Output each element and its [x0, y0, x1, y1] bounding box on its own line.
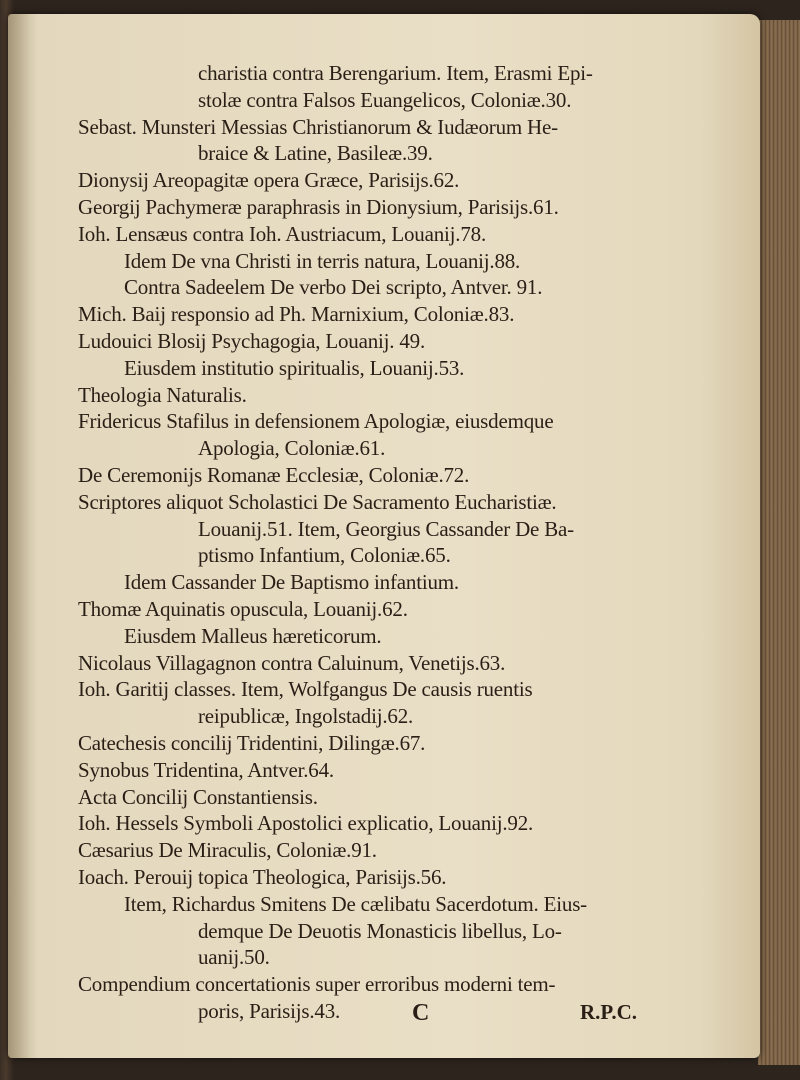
text-line: uanij.50.	[198, 945, 270, 970]
catalog-text	[78, 60, 678, 1025]
text-line: Ioh. Lensæus contra Ioh. Austriacum, Louanij.78.	[78, 221, 486, 246]
text-line: Contra Sadeelem De verbo Dei scripto, Antver. 91.	[124, 275, 543, 300]
text-line: Ludouici Blosij Psychagogia, Louanij. 49.	[78, 328, 426, 353]
text-line: Louanij.51. Item, Georgius Cassander De Ba-	[198, 516, 574, 541]
text-line: Fridericus Stafilus in defensionem Apologiæ, eiusdemque	[78, 409, 554, 434]
text-line: Ioh. Hessels Symboli Apostolici explicatio, Louanij.92.	[78, 811, 534, 836]
signature-mark: C	[412, 1000, 430, 1026]
page-edges	[758, 20, 800, 1065]
text-line: Catechesis concilij Tridentini, Dilingæ.67.	[78, 730, 426, 755]
text-line: Theologia Naturalis.	[78, 382, 247, 407]
text-line: Item, Richardus Smitens De cælibatu Sacerdotum. Eius-	[124, 891, 587, 916]
text-line: braice & Latine, Basileæ.39.	[198, 141, 433, 166]
text-line: Idem De vna Christi in terris natura, Louanij.88.	[124, 248, 521, 273]
text-line: Compendium concertationis super erroribus moderni tem-	[78, 972, 556, 997]
text-line: Sebast. Munsteri Messias Christianorum & Iudæorum He-	[78, 114, 558, 139]
text-line: Dionysij Areopagitæ opera Græce, Parisijs.62.	[78, 168, 460, 193]
text-line: Eiusdem institutio spiritualis, Louanij.53.	[124, 355, 465, 380]
text-line: Idem Cassander De Baptismo infantium.	[124, 570, 459, 595]
text-line: Eiusdem Malleus hæreticorum.	[124, 623, 382, 648]
text-line: Cæsarius De Miraculis, Coloniæ.91.	[78, 838, 377, 863]
text-line: Thomæ Aquinatis opuscula, Louanij.62.	[78, 596, 408, 621]
text-line: Synobus Tridentina, Antver.64.	[78, 757, 334, 782]
text-line: Acta Concilij Constantiensis.	[78, 784, 318, 809]
text-line: Georgij Pachymeræ paraphrasis in Dionysium, Parisijs.61.	[78, 194, 559, 219]
text-line: demque De Deuotis Monasticis libellus, Lo-	[198, 918, 562, 943]
text-line: Nicolaus Villagagnon contra Caluinum, Venetijs.63.	[78, 650, 506, 675]
text-line: ptismo Infantium, Coloniæ.65.	[198, 543, 451, 568]
text-line: reipublicæ, Ingolstadij.62.	[198, 704, 414, 729]
text-line: poris, Parisijs.43.	[198, 998, 341, 1023]
text-line: stolæ contra Falsos Euangelicos, Coloniæ.30.	[198, 87, 572, 112]
text-line: Mich. Baij responsio ad Ph. Marnixium, Coloniæ.83.	[78, 302, 515, 327]
text-line: Ioh. Garitij classes. Item, Wolfgangus De causis ruentis	[78, 677, 533, 702]
page-gutter	[8, 14, 38, 1058]
text-line: Scriptores aliquot Scholastici De Sacramento Eucharistiæ.	[78, 489, 557, 514]
text-line: charistia contra Berengarium. Item, Erasmi Epi-	[198, 61, 593, 85]
text-line: Ioach. Perouij topica Theologica, Parisijs.56.	[78, 864, 447, 889]
catchword: R.P.C.	[580, 1000, 637, 1024]
text-line: De Ceremonijs Romanæ Ecclesiæ, Coloniæ.72.	[78, 462, 470, 487]
text-line: Apologia, Coloniæ.61.	[198, 436, 386, 461]
